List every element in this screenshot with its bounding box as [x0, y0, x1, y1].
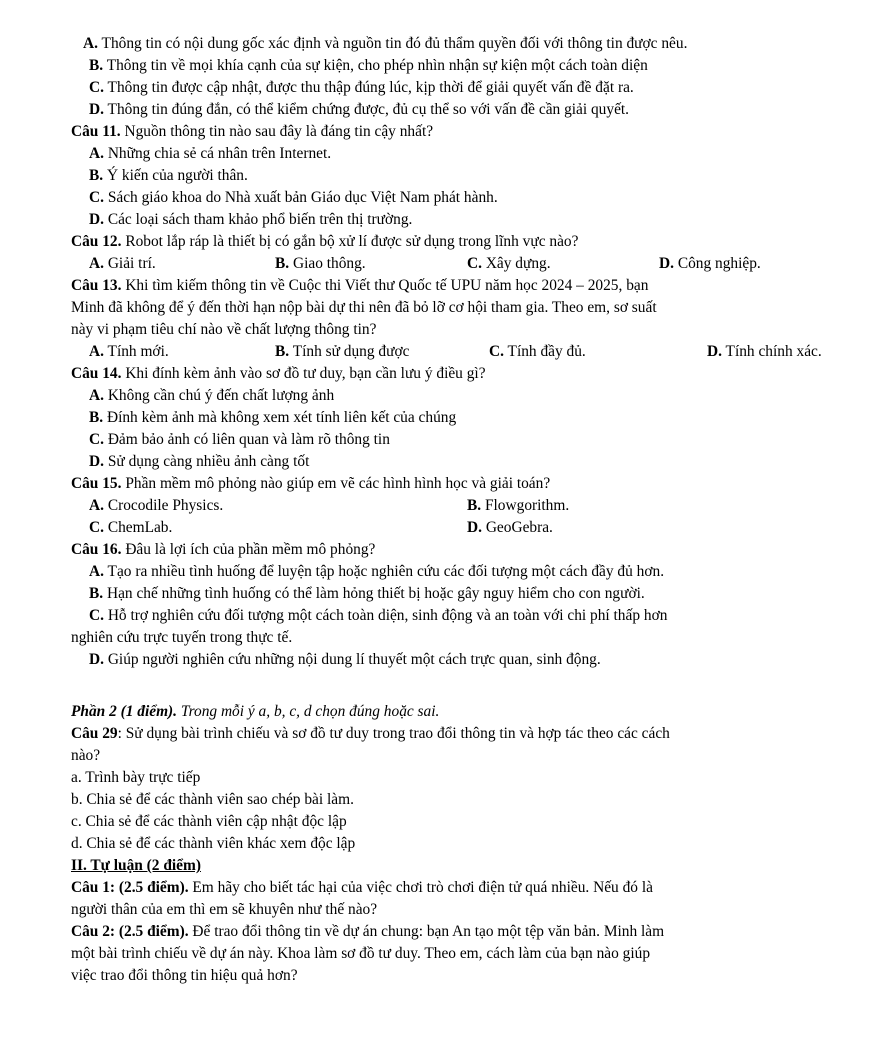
q15-stem: Câu 15. Phần mềm mô phỏng nào giúp em vẽ các hình hình học và giải toán? — [71, 475, 551, 492]
q16-stem: Câu 16. Đâu là lợi ích của phần mềm mô phỏng? — [71, 541, 376, 558]
q16-option-a: A. Tạo ra nhiều tình huống để luyện tập hoặc nghiên cứu các đối tượng một cách đầy đủ hơn. — [89, 563, 665, 580]
q29-item-d: d. Chia sẻ để các thành viên khác xem độc lập — [71, 835, 356, 852]
q10-option-b: B. Thông tin về mọi khía cạnh của sự kiện, cho phép nhìn nhận sự kiện một cách toàn diện — [89, 57, 648, 74]
q12-stem: Câu 12. Robot lắp ráp là thiết bị có gắn bộ xử lí được sử dụng trong lĩnh vực nào? — [71, 233, 579, 250]
q29-item-a: a. Trình bày trực tiếp — [71, 769, 201, 786]
q11-option-d: D. Các loại sách tham khảo phổ biến trên thị trường. — [89, 211, 413, 228]
q15-option-d: D. GeoGebra. — [467, 519, 553, 536]
q11-stem: Câu 11. Nguồn thông tin nào sau đây là đáng tin cậy nhất? — [71, 123, 434, 140]
q11-option-b: B. Ý kiến của người thân. — [89, 167, 248, 184]
q15-option-c: C. ChemLab. — [89, 519, 173, 536]
q16-option-d: D. Giúp người nghiên cứu những nội dung lí thuyết một cách trực quan, sinh động. — [89, 651, 601, 668]
q12-option-d: D. Công nghiệp. — [659, 255, 761, 272]
q29-item-b: b. Chia sẻ để các thành viên sao chép bài làm. — [71, 791, 354, 808]
q13-option-d: D. Tính chính xác. — [707, 343, 822, 360]
q10-option-d: D. Thông tin đúng đắn, có thể kiểm chứng được, đủ cụ thể so với vấn đề cần giải quyết. — [89, 101, 630, 118]
q15-option-a: A. Crocodile Physics. — [89, 497, 224, 514]
essay-q2-line-3: việc trao đổi thông tin hiệu quả hơn? — [71, 967, 298, 984]
q14-stem: Câu 14. Khi đính kèm ảnh vào sơ đồ tư duy, bạn cần lưu ý điều gì? — [71, 365, 486, 382]
q12-option-a: A. Giải trí. — [89, 255, 156, 272]
q29-item-c: c. Chia sẻ để các thành viên cập nhật độc lập — [71, 813, 347, 830]
q16-option-c-continued: nghiên cứu trực tuyến trong thực tế. — [71, 629, 293, 646]
q29-stem-line-2: nào? — [71, 747, 101, 764]
essay-q1-line-2: người thân của em thì em sẽ khuyên như thế nào? — [71, 901, 378, 918]
q13-option-a: A. Tính mới. — [89, 343, 169, 360]
q14-option-b: B. Đính kèm ảnh mà không xem xét tính liên kết của chúng — [89, 409, 457, 426]
q14-option-c: C. Đảm bảo ảnh có liên quan và làm rõ thông tin — [89, 431, 390, 448]
q13-option-b: B. Tính sử dụng được — [275, 343, 410, 360]
q11-option-c: C. Sách giáo khoa do Nhà xuất bản Giáo dục Việt Nam phát hành. — [89, 189, 498, 206]
q14-option-d: D. Sử dụng càng nhiều ảnh càng tốt — [89, 453, 310, 470]
part2-heading: Phần 2 (1 điểm). Trong mỗi ý a, b, c, d chọn đúng hoặc sai. — [71, 703, 440, 720]
essay-q2-line-1: Câu 2: (2.5 điểm). Để trao đổi thông tin về dự án chung: bạn An tạo một tệp văn bản. Minh làm — [71, 923, 665, 940]
q12-option-c: C. Xây dựng. — [467, 255, 551, 272]
q13-option-c: C. Tính đầy đủ. — [489, 343, 586, 360]
q16-option-c: C. Hỗ trợ nghiên cứu đối tượng một cách toàn diện, sinh động và an toàn với chi phí thấp hơn — [89, 607, 668, 624]
q15-option-b: B. Flowgorithm. — [467, 497, 570, 514]
q10-option-a: A. Thông tin có nội dung gốc xác định và nguồn tin đó đủ thẩm quyền đối với thông tin được nêu. — [83, 35, 688, 52]
q16-option-b: B. Hạn chế những tình huống có thể làm hỏng thiết bị hoặc gây nguy hiểm cho con người. — [89, 585, 645, 602]
essay-q1-line-1: Câu 1: (2.5 điểm). Em hãy cho biết tác hại của việc chơi trò chơi điện tử quá nhiều. Nếu đó là — [71, 879, 653, 896]
q13-stem-line-2: Minh đã không để ý đến thời hạn nộp bài dự thi nên đã bỏ lỡ cơ hội tham gia. Theo em, sơ suất — [71, 299, 657, 316]
q13-stem-line-1: Câu 13. Khi tìm kiếm thông tin về Cuộc thi Viết thư Quốc tế UPU năm học 2024 – 2025, bạn — [71, 277, 649, 294]
q13-stem-line-3: này vi phạm tiêu chí nào về chất lượng thông tin? — [71, 321, 377, 338]
q10-option-c: C. Thông tin được cập nhật, được thu thập đúng lúc, kịp thời để giải quyết vấn đề đặt ra. — [89, 79, 634, 96]
essay-q2-line-2: một bài trình chiếu về dự án này. Khoa làm sơ đồ tư duy. Theo em, cách làm của bạn nào giúp — [71, 945, 651, 962]
essay-heading: II. Tự luận (2 điểm) — [71, 857, 201, 874]
q12-option-b: B. Giao thông. — [275, 255, 366, 272]
q29-stem-line-1: Câu 29: Sử dụng bài trình chiếu và sơ đồ tư duy trong trao đổi thông tin và hợp tác theo các cách — [71, 725, 670, 742]
q11-option-a: A. Những chia sẻ cá nhân trên Internet. — [89, 145, 332, 162]
q14-option-a: A. Không cần chú ý đến chất lượng ảnh — [89, 387, 335, 404]
